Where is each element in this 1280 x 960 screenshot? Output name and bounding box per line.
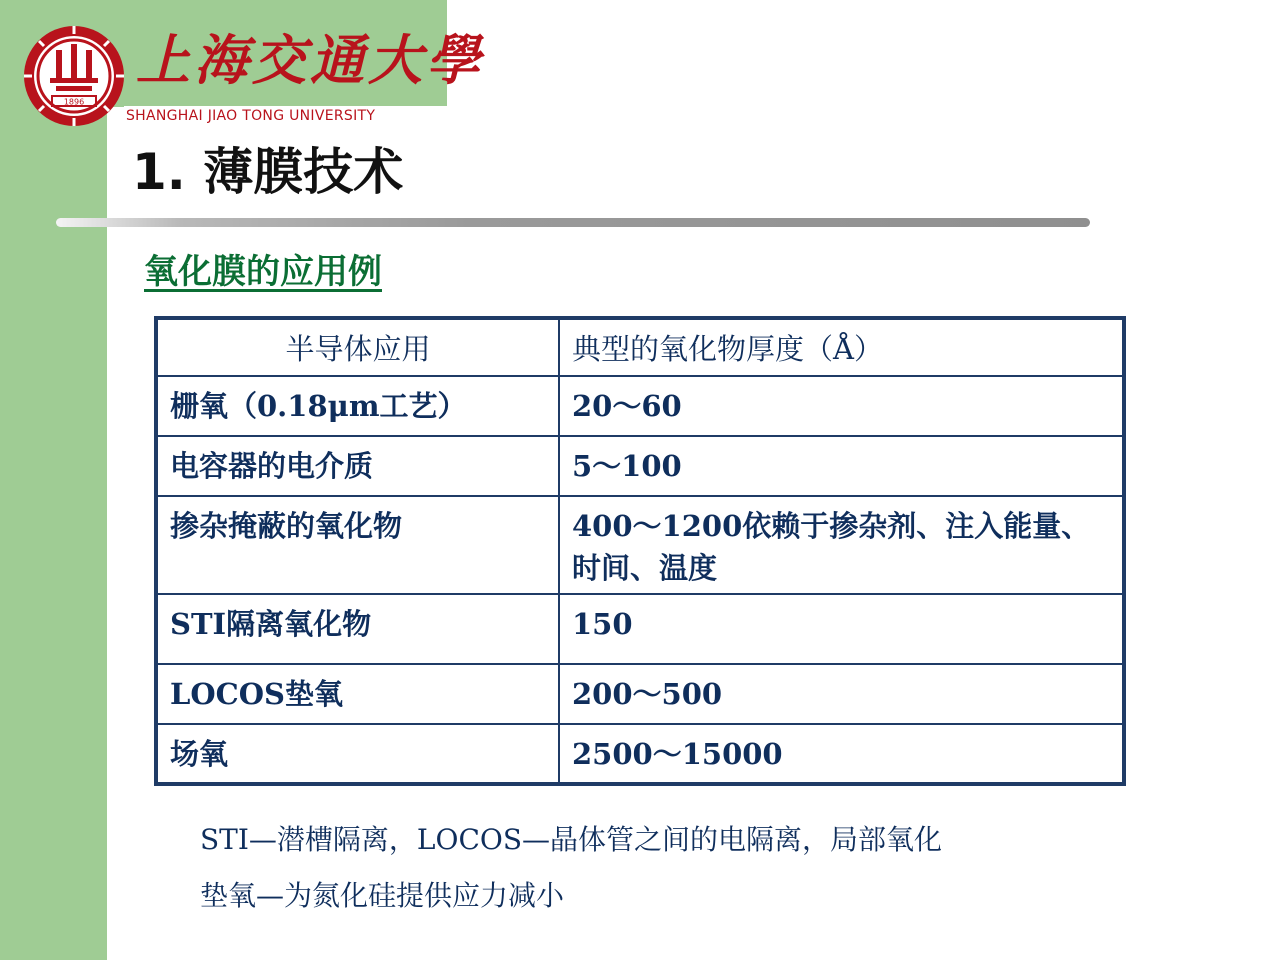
cell-application: 掺杂掩蔽的氧化物	[156, 496, 559, 594]
cell-application: 场氧	[156, 724, 559, 784]
table-row	[156, 724, 1124, 784]
footnote-pad-oxide: 垫氧—为氮化硅提供应力减小	[200, 879, 565, 912]
university-emblem-icon	[22, 24, 126, 128]
university-name-en: SHANGHAI JIAO TONG UNIVERSITY	[124, 106, 448, 126]
university-name-cn: 上海交通大學	[136, 28, 484, 92]
table-row	[156, 376, 1124, 436]
table-row	[156, 664, 1124, 724]
table-row	[156, 436, 1124, 496]
cell-application: LOCOS垫氧	[156, 664, 559, 724]
cell-thickness: 2500～15000	[559, 724, 1124, 784]
cell-thickness: 20～60	[559, 376, 1124, 436]
page-title: 1. 薄膜技术	[132, 143, 404, 201]
title-divider	[56, 218, 1090, 227]
oxide-applications-table	[154, 316, 1126, 786]
cell-application: 电容器的电介质	[156, 436, 559, 496]
header-application: 半导体应用	[156, 318, 559, 376]
cell-application: STI隔离氧化物	[156, 594, 559, 664]
table-row	[156, 496, 1124, 594]
header-thickness: 典型的氧化物厚度（Å）	[559, 318, 1124, 376]
section-heading: 氧化膜的应用例	[144, 252, 382, 292]
cell-thickness: 5～100	[559, 436, 1124, 496]
cell-thickness: 400～1200依赖于掺杂剂、注入能量、时间、温度	[559, 496, 1124, 594]
cell-application: 栅氧（0.18μm工艺）	[156, 376, 559, 436]
emblem-year: 1896	[63, 97, 85, 107]
cell-thickness: 150	[559, 594, 1124, 664]
table-header-row	[156, 318, 1124, 376]
left-decor-band	[0, 0, 107, 960]
table-row	[156, 594, 1124, 664]
footnote-sti-locos: STI—潜槽隔离，LOCOS—晶体管之间的电隔离，局部氧化	[200, 823, 943, 856]
cell-thickness: 200～500	[559, 664, 1124, 724]
